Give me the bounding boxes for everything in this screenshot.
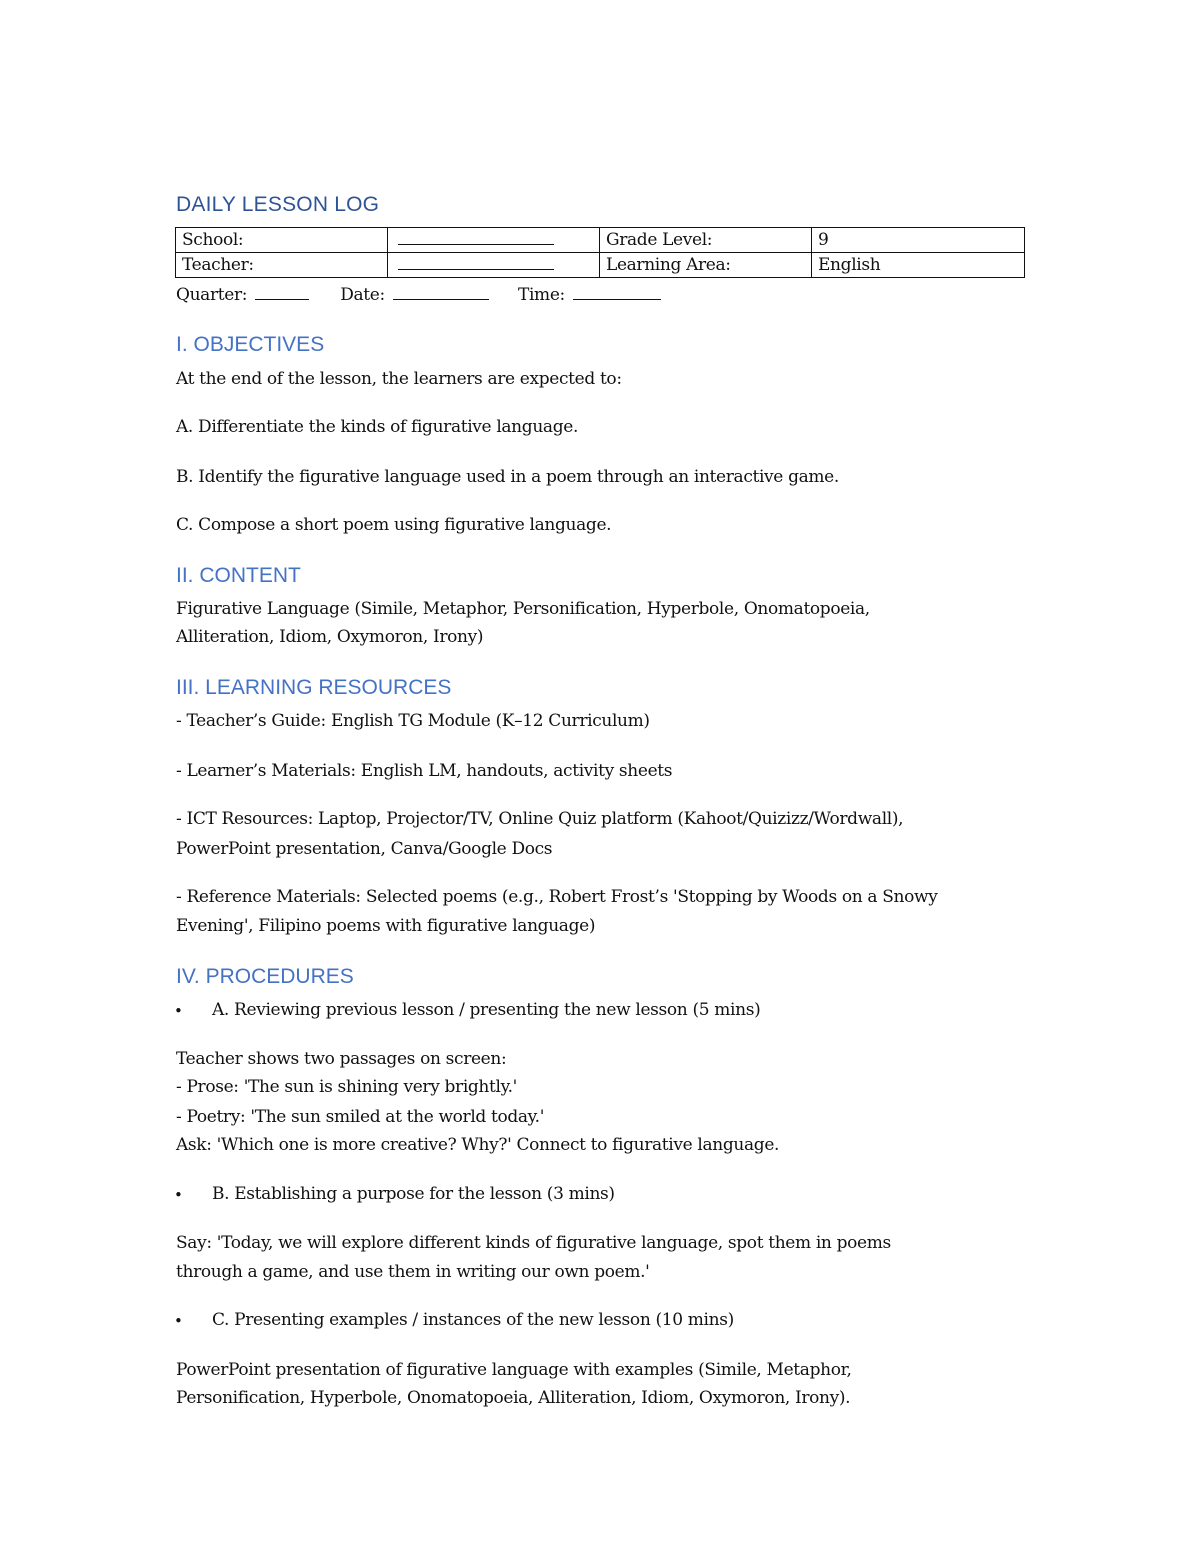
procedure-line: Teacher shows two passages on screen:	[176, 1049, 507, 1069]
resource-item: - ICT Resources: Laptop, Projector/TV, Online Quiz platform (Kahoot/Quizizz/Wordwall),	[176, 809, 904, 829]
date-label: Date:	[340, 285, 385, 305]
resource-item: - Learner’s Materials: English LM, handouts, activity sheets	[176, 761, 673, 781]
bullet-icon: •	[174, 1186, 183, 1204]
procedure-step-title: B. Establishing a purpose for the lesson (3 mins)	[212, 1184, 615, 1204]
content-line: Alliteration, Idiom, Oxymoron, Irony)	[176, 627, 484, 647]
teacher-blank	[398, 253, 554, 270]
school-blank	[398, 228, 554, 245]
quarter-blank	[255, 283, 309, 300]
teacher-value	[388, 253, 600, 278]
learning-area-label: Learning Area:	[600, 253, 812, 278]
procedure-line: Say: 'Today, we will explore different kinds of figurative language, spot them in poems	[176, 1233, 891, 1253]
objective-item: A. Differentiate the kinds of figurative language.	[176, 417, 578, 437]
procedure-line: Ask: 'Which one is more creative? Why?' Connect to figurative language.	[176, 1135, 780, 1155]
table-row	[176, 253, 1025, 278]
bullet-icon: •	[174, 1312, 183, 1330]
teacher-label: Teacher:	[176, 253, 388, 278]
procedure-line: PowerPoint presentation of figurative language with examples (Simile, Metaphor,	[176, 1360, 852, 1380]
procedure-step-title: C. Presenting examples / instances of the new lesson (10 mins)	[212, 1310, 734, 1330]
bullet-icon: •	[174, 1002, 183, 1020]
objective-item: B. Identify the figurative language used in a poem through an interactive game.	[176, 467, 839, 487]
time-blank	[573, 283, 661, 300]
grade-level-value: 9	[812, 228, 1025, 253]
resource-item: - Teacher’s Guide: English TG Module (K–12 Curriculum)	[176, 711, 650, 731]
procedure-line: Personification, Hyperbole, Onomatopoeia, Alliteration, Idiom, Oxymoron, Irony).	[176, 1388, 851, 1408]
objectives-heading: I. OBJECTIVES	[176, 333, 325, 356]
learning-area-value: English	[812, 253, 1025, 278]
procedures-heading: IV. PROCEDURES	[176, 965, 354, 988]
date-blank	[393, 283, 489, 300]
school-label: School:	[176, 228, 388, 253]
procedure-line: - Prose: 'The sun is shining very brightly.'	[176, 1077, 517, 1097]
resources-heading: III. LEARNING RESOURCES	[176, 676, 452, 699]
lesson-info-table	[175, 227, 1025, 278]
procedure-line: through a game, and use them in writing our own poem.'	[176, 1262, 650, 1282]
content-heading: II. CONTENT	[176, 564, 301, 587]
procedure-step-title: A. Reviewing previous lesson / presenting the new lesson (5 mins)	[212, 1000, 761, 1020]
grade-level-label: Grade Level:	[600, 228, 812, 253]
school-value	[388, 228, 600, 253]
resource-item-continued: Evening', Filipino poems with figurative language)	[176, 916, 596, 936]
time-label: Time:	[517, 285, 565, 305]
objectives-intro: At the end of the lesson, the learners are expected to:	[176, 369, 622, 389]
objective-item: C. Compose a short poem using figurative language.	[176, 515, 612, 535]
quarter-date-time-line	[176, 283, 661, 305]
document-title: DAILY LESSON LOG	[176, 193, 380, 216]
quarter-label: Quarter:	[176, 285, 248, 305]
procedure-line: - Poetry: 'The sun smiled at the world today.'	[176, 1107, 545, 1127]
content-line: Figurative Language (Simile, Metaphor, Personification, Hyperbole, Onomatopoeia,	[176, 599, 870, 619]
resource-item: - Reference Materials: Selected poems (e.g., Robert Frost’s 'Stopping by Woods on a Snowy	[176, 887, 938, 907]
table-row	[176, 228, 1025, 253]
resource-item-continued: PowerPoint presentation, Canva/Google Docs	[176, 839, 553, 859]
